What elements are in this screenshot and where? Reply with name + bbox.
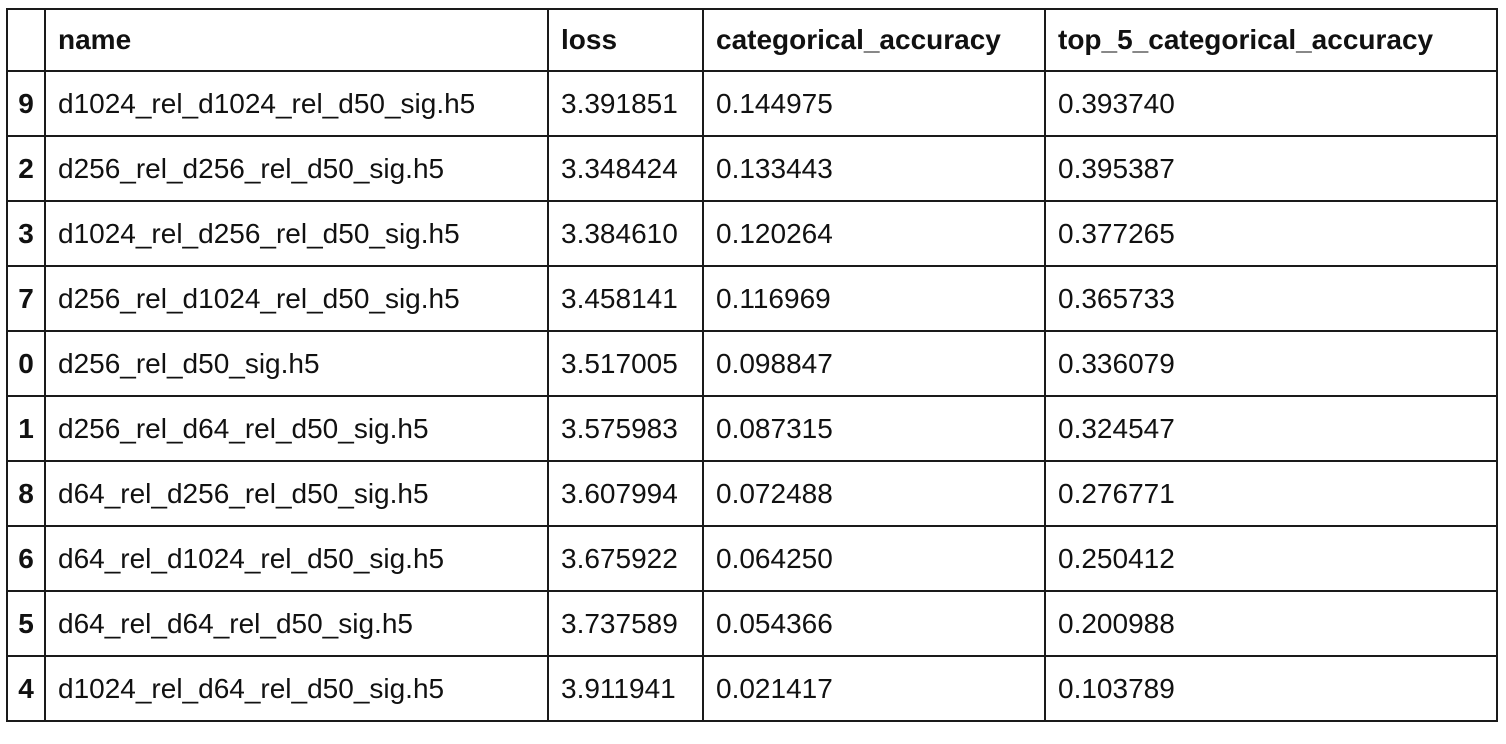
cell-name: d1024_rel_d256_rel_d50_sig.h5	[45, 201, 548, 266]
row-index: 1	[7, 396, 45, 461]
cell-top5-categorical-accuracy: 0.395387	[1045, 136, 1497, 201]
cell-top5-categorical-accuracy: 0.276771	[1045, 461, 1497, 526]
cell-name: d64_rel_d256_rel_d50_sig.h5	[45, 461, 548, 526]
cell-top5-categorical-accuracy: 0.393740	[1045, 71, 1497, 136]
cell-top5-categorical-accuracy: 0.377265	[1045, 201, 1497, 266]
row-index: 7	[7, 266, 45, 331]
cell-categorical-accuracy: 0.054366	[703, 591, 1045, 656]
table-row	[7, 331, 1497, 396]
cell-loss: 3.607994	[548, 461, 703, 526]
cell-loss: 3.911941	[548, 656, 703, 721]
table-row	[7, 656, 1497, 721]
cell-categorical-accuracy: 0.021417	[703, 656, 1045, 721]
cell-categorical-accuracy: 0.116969	[703, 266, 1045, 331]
cell-loss: 3.348424	[548, 136, 703, 201]
row-index: 4	[7, 656, 45, 721]
cell-loss: 3.575983	[548, 396, 703, 461]
results-table	[6, 8, 1498, 722]
header-loss: loss	[548, 9, 703, 71]
cell-categorical-accuracy: 0.120264	[703, 201, 1045, 266]
table-row	[7, 201, 1497, 266]
cell-top5-categorical-accuracy: 0.200988	[1045, 591, 1497, 656]
cell-loss: 3.384610	[548, 201, 703, 266]
row-index: 2	[7, 136, 45, 201]
row-index: 6	[7, 526, 45, 591]
header-row	[7, 9, 1497, 71]
row-index: 0	[7, 331, 45, 396]
header-name: name	[45, 9, 548, 71]
table-row	[7, 71, 1497, 136]
row-index: 9	[7, 71, 45, 136]
cell-categorical-accuracy: 0.064250	[703, 526, 1045, 591]
cell-loss: 3.517005	[548, 331, 703, 396]
cell-loss: 3.737589	[548, 591, 703, 656]
cell-top5-categorical-accuracy: 0.250412	[1045, 526, 1497, 591]
cell-name: d1024_rel_d1024_rel_d50_sig.h5	[45, 71, 548, 136]
cell-categorical-accuracy: 0.072488	[703, 461, 1045, 526]
cell-top5-categorical-accuracy: 0.103789	[1045, 656, 1497, 721]
table-header	[7, 9, 1497, 71]
cell-top5-categorical-accuracy: 0.336079	[1045, 331, 1497, 396]
cell-loss: 3.675922	[548, 526, 703, 591]
row-index: 8	[7, 461, 45, 526]
header-categorical-accuracy: categorical_accuracy	[703, 9, 1045, 71]
cell-name: d64_rel_d64_rel_d50_sig.h5	[45, 591, 548, 656]
header-index	[7, 9, 45, 71]
table-row	[7, 461, 1497, 526]
cell-name: d64_rel_d1024_rel_d50_sig.h5	[45, 526, 548, 591]
cell-categorical-accuracy: 0.133443	[703, 136, 1045, 201]
table-row	[7, 266, 1497, 331]
row-index: 3	[7, 201, 45, 266]
cell-name: d256_rel_d50_sig.h5	[45, 331, 548, 396]
row-index: 5	[7, 591, 45, 656]
cell-categorical-accuracy: 0.144975	[703, 71, 1045, 136]
cell-categorical-accuracy: 0.098847	[703, 331, 1045, 396]
cell-name: d1024_rel_d64_rel_d50_sig.h5	[45, 656, 548, 721]
table-body	[7, 71, 1497, 721]
cell-name: d256_rel_d1024_rel_d50_sig.h5	[45, 266, 548, 331]
cell-name: d256_rel_d256_rel_d50_sig.h5	[45, 136, 548, 201]
cell-name: d256_rel_d64_rel_d50_sig.h5	[45, 396, 548, 461]
cell-top5-categorical-accuracy: 0.324547	[1045, 396, 1497, 461]
cell-loss: 3.391851	[548, 71, 703, 136]
cell-top5-categorical-accuracy: 0.365733	[1045, 266, 1497, 331]
table-row	[7, 526, 1497, 591]
table-row	[7, 136, 1497, 201]
cell-loss: 3.458141	[548, 266, 703, 331]
cell-categorical-accuracy: 0.087315	[703, 396, 1045, 461]
table-row	[7, 396, 1497, 461]
table-row	[7, 591, 1497, 656]
header-top5-categorical-accuracy: top_5_categorical_accuracy	[1045, 9, 1497, 71]
